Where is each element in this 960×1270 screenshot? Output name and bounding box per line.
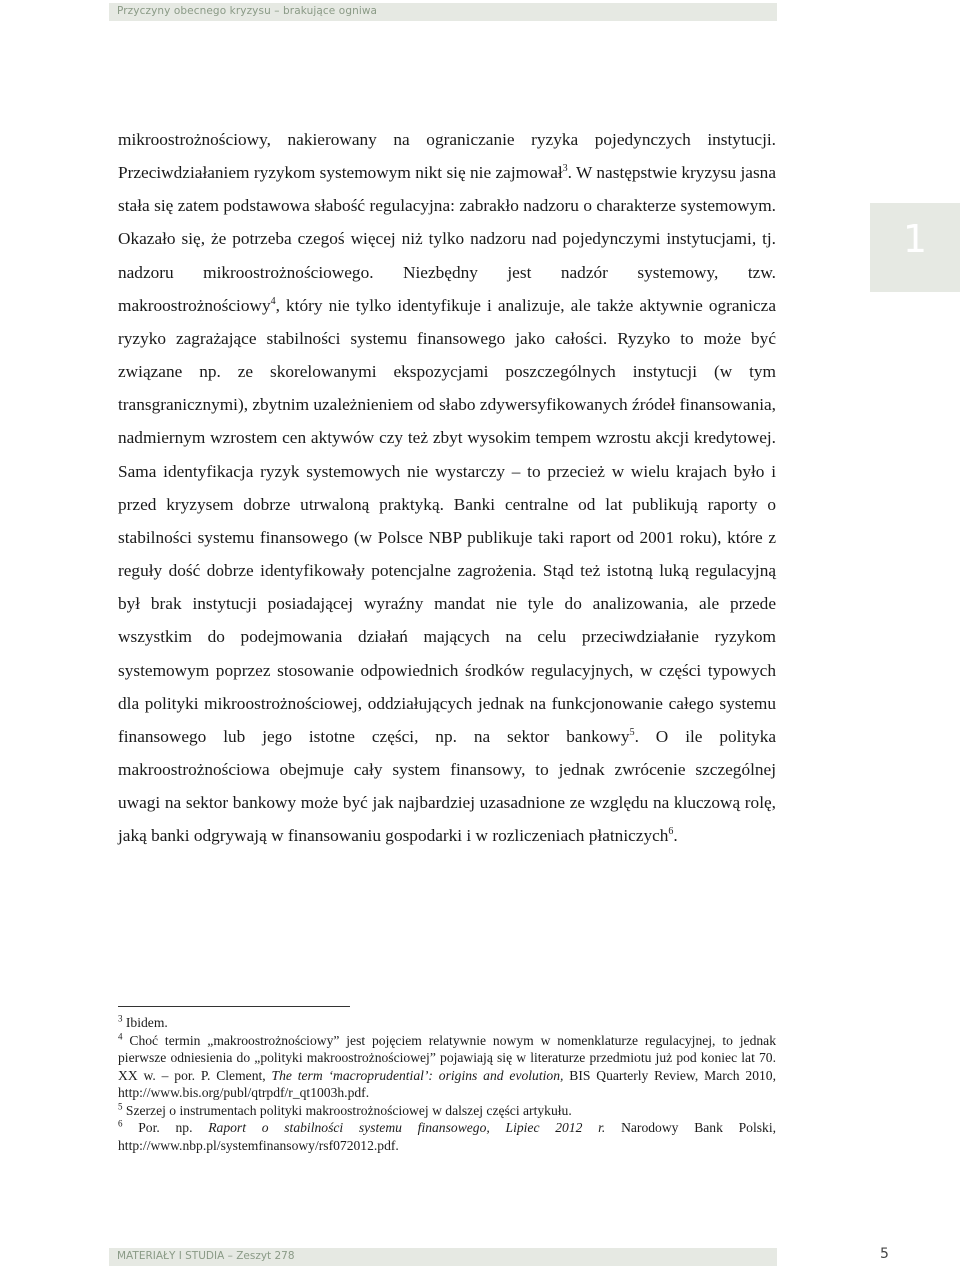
paragraph-text-2: . W następstwie kryzysu jasna stała się zatem podstawowa słabość regulacyjna: zabrakło nadzoru o charakterze systemowym. Okazało się, że potrzeba czegoś więcej niż tylko nadzoru nad pojedynczymi instytucjami, tj. nadzoru mikroostrożnościowego. Niezbędny jest nadzór systemowy, tzw. makroostrożnościowy xyxy=(118,163,776,315)
chapter-number: 1 xyxy=(902,217,928,261)
footnote-6 xyxy=(118,1119,776,1154)
footnote-separator xyxy=(118,1006,350,1007)
footnote-5-text: Szerzej o instrumentach polityki makroostrożnościowej w dalszej części artykułu. xyxy=(125,1102,572,1118)
footnote-ref-3[interactable]: 3 xyxy=(562,163,568,175)
footnote-6-text: Por. np. xyxy=(138,1120,209,1135)
running-header xyxy=(109,3,777,21)
footnote-6-source[interactable]: Narodowy Bank Polski, http://www.nbp.pl/systemfinansowy/rsf072012.pdf. xyxy=(118,1120,777,1153)
footnote-4-source[interactable]: BIS Quarterly Review, March 2010, http://www.bis.org/publ/qtrpdf/r_qt1003h.pdf. xyxy=(118,1067,776,1100)
series-title: MATERIAŁY I STUDIA – Zeszyt 278 xyxy=(117,1250,295,1262)
running-title: Przyczyny obecnego kryzysu – brakujące ogniwa xyxy=(117,5,378,17)
footnote-4-text: Choć termin „makroostrożnościowy” jest pojęciem relatywnie nowym w nomenklaturze regulacyjnej, to jednak pierwsze odniesienia do „polityki makroostrożnościowej” pojawiają się w literaturze przedmiotu już pod koniec lat 70. XX w. – por. P. Clement, xyxy=(118,1032,776,1083)
footnotes xyxy=(118,1014,776,1154)
paragraph-text-1: mikroostrożnościowy, nakierowany na ograniczanie ryzyka pojedynczych instytucji. Przeciwdziałaniem ryzykom systemowym nikt się nie zajmował xyxy=(118,130,776,183)
chapter-tab xyxy=(870,203,960,292)
running-footer xyxy=(109,1248,777,1266)
footnote-3-number: 3 xyxy=(118,1013,123,1024)
footnote-4-number: 4 xyxy=(118,1030,123,1041)
footnote-3 xyxy=(118,1014,776,1032)
paragraph-text-4: . O ile polityka makroostrożnościowa obejmuje cały system finansowy, to jednak zwrócenie szczególnej uwagi na sektor bankowy może być jak najbardziej uzasadnione ze względu na kluczową rolę, jaką banki odgrywają w finansowaniu gospodarki i w rozliczeniach płatniczych xyxy=(118,726,777,846)
footnote-6-number: 6 xyxy=(118,1118,123,1129)
footnote-ref-5[interactable]: 5 xyxy=(629,727,635,739)
page-number: 5 xyxy=(880,1246,889,1262)
footnote-6-title: Raport o stabilności systemu finansowego, Lipiec 2012 r. xyxy=(208,1120,606,1135)
footnote-4-title: The term ‘macroprudential’: origins and evolution, xyxy=(271,1067,564,1083)
footnote-ref-4[interactable]: 4 xyxy=(270,296,276,308)
footnote-ref-6[interactable]: 6 xyxy=(668,826,674,838)
paragraph-text-5: . xyxy=(673,826,678,846)
footnote-5-number: 5 xyxy=(118,1100,123,1111)
footnote-5 xyxy=(118,1102,776,1120)
main-paragraph xyxy=(118,123,776,852)
paragraph-text-3: , który nie tylko identyfikuje i analizuje, ale także aktywnie ogranicza ryzyko zagrażające stabilności systemu finansowego jako całości. Ryzyko to może być związane np. ze skorelowanymi ekspozycjami poszczególnych instytucji (w tym transgranicznymi), zbytnim uzależnieniem od słabo zdywersyfikowanych źródeł finansowania, nadmiernym wzrostem cen aktywów czy też zbyt wysokim tempem wzrostu akcji kredytowej. Sama identyfikacja ryzyk systemowych nie wystarczy – to przecież w wielu krajach było i przed kryzysem dobrze utrwaloną praktyką. Banki centralne od lat publikują raporty o stabilności systemu finansowego (w Polsce NBP publikuje taki raport od 2001 roku), które z reguły dość dobrze identyfikowały potencjalne zagrożenia. Stąd też istotną luką regulacyjną był brak instytucji posiadającej wyraźny mandat nie tyle do analizowania, ale przede wszystkim do podejmowania działań mających na celu przeciwdziałanie ryzykom systemowym poprzez stosowanie odpowiednich środków regulacyjnych, w części typowych dla polityki mikroostrożnościowej, oddziałujących jednak na funkcjonowanie całego systemu finansowego lub jego istotne części, np. na sektor bankowy xyxy=(118,295,776,746)
footnote-3-text: Ibidem. xyxy=(125,1015,168,1030)
footnote-4 xyxy=(118,1032,776,1102)
